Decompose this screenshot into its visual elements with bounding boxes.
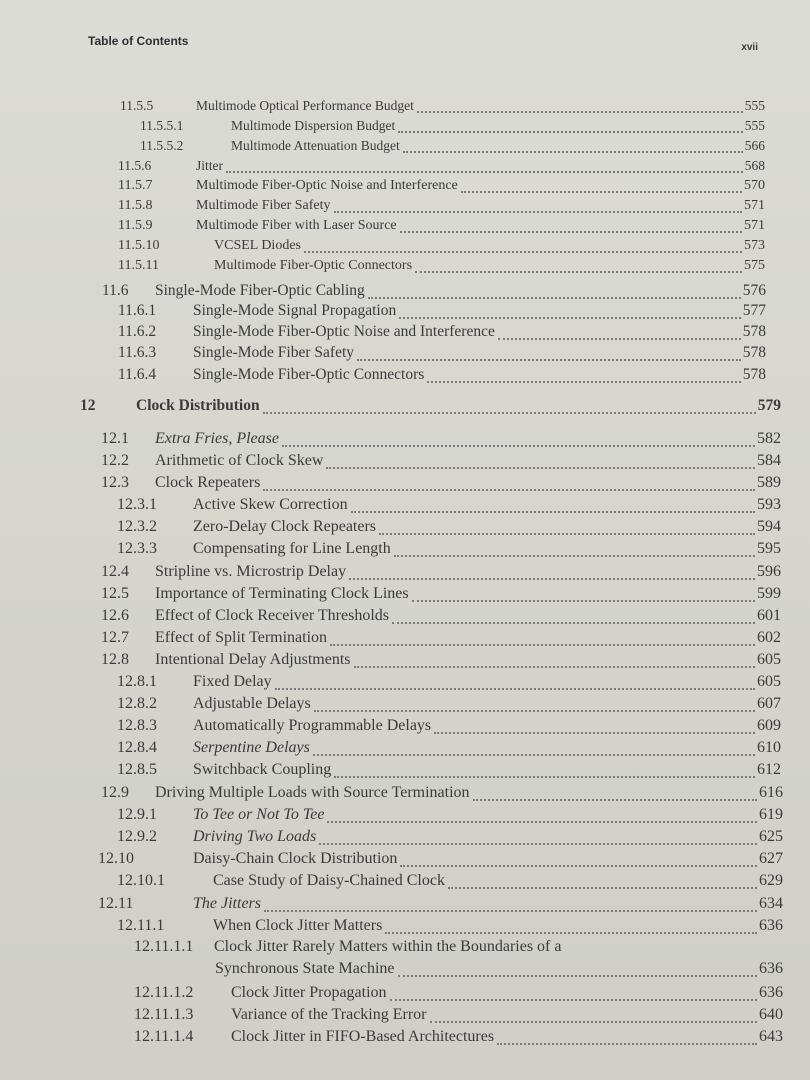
toc-entry	[0, 98, 810, 118]
dot-leader	[263, 397, 756, 414]
dot-leader	[394, 540, 755, 557]
dot-leader	[368, 282, 741, 299]
toc-entry	[0, 452, 810, 474]
section-title: Multimode Fiber with Laser Source	[196, 218, 397, 233]
page-ref: 577	[742, 302, 766, 319]
toc-entry	[0, 258, 810, 278]
page-number: xvii	[741, 42, 758, 53]
dot-leader	[326, 452, 755, 469]
section-title: Stripline vs. Microstrip Delay	[155, 563, 347, 580]
page-ref: 627	[759, 850, 783, 867]
toc-entry	[0, 563, 810, 585]
section-title: The Jitters	[193, 895, 261, 912]
page-ref: 634	[759, 895, 783, 912]
section-number: 12.9	[101, 784, 129, 801]
dot-leader	[264, 895, 757, 912]
section-title: Driving Multiple Loads with Source Termination	[155, 784, 470, 801]
dot-leader	[403, 138, 743, 153]
toc-entry	[0, 366, 810, 388]
toc-entry	[0, 828, 810, 850]
dot-leader	[379, 518, 755, 535]
section-title: Single-Mode Fiber-Optic Connectors	[193, 366, 425, 383]
section-title: Adjustable Delays	[193, 695, 311, 712]
section-title: Extra Fries, Please	[155, 430, 279, 447]
section-number: 12.2	[101, 452, 129, 469]
section-number: 11.5.6	[118, 158, 152, 173]
section-title: Multimode Fiber-Optic Connectors	[214, 258, 413, 273]
section-number: 12.6	[101, 607, 129, 624]
section-number: 12.11	[98, 895, 134, 912]
toc-entry	[0, 496, 810, 518]
page-ref: 584	[757, 452, 781, 469]
section-number: 11.5.8	[118, 198, 153, 213]
page-ref: 619	[759, 806, 783, 823]
page-ref: 582	[757, 430, 781, 447]
toc-entry	[0, 474, 810, 496]
dot-leader	[263, 474, 755, 491]
page-ref: 593	[757, 496, 781, 513]
toc-entry	[0, 984, 810, 1006]
section-title: Single-Mode Fiber Safety	[193, 344, 355, 361]
page-ref: 605	[757, 673, 781, 690]
toc-entry	[0, 850, 810, 872]
page-ref: 595	[757, 540, 781, 557]
dot-leader	[349, 563, 755, 580]
section-title: Fixed Delay	[193, 673, 272, 690]
toc-entry	[0, 651, 810, 673]
section-number: 11.5.9	[118, 218, 153, 233]
section-number: 12.11.1.2	[134, 984, 194, 1001]
section-title: Single-Mode Signal Propagation	[193, 302, 397, 319]
dot-leader	[314, 695, 755, 712]
dot-leader	[417, 98, 743, 113]
dot-leader	[313, 739, 755, 756]
dot-leader	[327, 806, 757, 823]
toc-entry	[0, 198, 810, 218]
section-number: 12.1	[101, 430, 129, 447]
section-number: 12.8.1	[117, 673, 157, 690]
section-title: Automatically Programmable Delays	[193, 717, 432, 734]
section-number: 12.4	[101, 563, 129, 580]
dot-leader	[473, 784, 757, 801]
section-title: Case Study of Daisy-Chained Clock	[213, 872, 445, 889]
dot-leader	[461, 178, 742, 193]
section-number: 11.6.3	[118, 344, 157, 361]
section-title: Multimode Optical Performance Budget	[196, 98, 414, 113]
page-ref: 579	[757, 397, 781, 414]
toc-entry	[0, 323, 810, 345]
section-number: 12.3.2	[117, 518, 157, 535]
toc-entry	[0, 806, 810, 828]
dot-leader	[330, 629, 755, 646]
page-ref: 575	[744, 258, 765, 273]
section-title: Driving Two Loads	[193, 828, 317, 845]
section-title: When Clock Jitter Matters	[213, 917, 383, 934]
page-ref: 578	[742, 323, 766, 340]
section-title: Clock Jitter in FIFO-Based Architectures	[231, 1028, 495, 1045]
toc-entry	[0, 397, 810, 419]
page-ref: 570	[744, 178, 765, 193]
page-ref: 578	[742, 366, 766, 383]
page-ref: 571	[744, 198, 765, 213]
section-title: Clock Jitter Propagation	[231, 984, 387, 1001]
section-title: Importance of Terminating Clock Lines	[155, 585, 409, 602]
page-ref: 555	[744, 118, 765, 133]
section-number: 11.6.1	[118, 302, 157, 319]
page-ref: 625	[759, 828, 783, 845]
dot-leader	[319, 828, 757, 845]
dot-leader	[354, 651, 755, 668]
toc-entry	[0, 585, 810, 607]
section-title: Daisy-Chain Clock Distribution	[193, 850, 398, 867]
dot-leader	[385, 917, 757, 934]
section-number: 11.5.5	[120, 98, 154, 113]
page-ref: 605	[757, 651, 781, 668]
page-ref: 566	[744, 138, 765, 153]
dot-leader	[498, 323, 741, 340]
section-number: 12.11.1.3	[134, 1006, 194, 1023]
toc-entry	[0, 178, 810, 198]
section-title: Synchronous State Machine	[215, 960, 395, 977]
toc-entry	[0, 518, 810, 540]
dot-leader	[390, 984, 757, 1001]
section-title: Multimode Fiber Safety	[196, 198, 331, 213]
page-ref: 609	[757, 717, 781, 734]
section-number: 12.5	[101, 585, 129, 602]
page-ref: 571	[744, 218, 765, 233]
section-number: 12.3.1	[117, 496, 157, 513]
toc-entry	[0, 938, 810, 960]
section-number: 11.6.2	[118, 323, 157, 340]
toc-entry	[0, 540, 810, 562]
toc-entry	[0, 282, 810, 304]
section-number: 12.11.1.1	[134, 938, 194, 955]
toc-entry	[0, 739, 810, 761]
page-ref: 596	[757, 563, 781, 580]
section-number: 12.10	[98, 850, 134, 867]
toc-entry	[0, 158, 810, 178]
dot-leader	[497, 1028, 757, 1045]
toc-entry	[0, 238, 810, 258]
section-title: Clock Jitter Rarely Matters within the Boundaries of a	[214, 938, 562, 955]
section-number: 12	[80, 397, 96, 414]
section-title: Multimode Fiber-Optic Noise and Interference	[196, 178, 458, 193]
section-title: Single-Mode Fiber-Optic Noise and Interference	[193, 323, 495, 340]
dot-leader	[398, 118, 743, 133]
section-number: 11.5.5.1	[140, 118, 184, 133]
section-title: Single-Mode Fiber-Optic Cabling	[155, 282, 365, 299]
section-title: To Tee or Not To Tee	[193, 806, 325, 823]
toc-entry	[0, 960, 810, 982]
toc-entry	[0, 1006, 810, 1028]
page-ref: 602	[757, 629, 781, 646]
page-ref: 589	[757, 474, 781, 491]
section-title: Multimode Dispersion Budget	[231, 118, 396, 133]
dot-leader	[412, 585, 755, 602]
page-ref: 636	[759, 917, 783, 934]
dot-leader	[334, 761, 755, 778]
dot-leader	[400, 850, 757, 867]
section-number: 12.11.1.4	[134, 1028, 194, 1045]
dot-leader	[430, 1006, 758, 1023]
section-title: Variance of the Tracking Error	[231, 1006, 427, 1023]
toc-entry	[0, 895, 810, 917]
dot-leader	[357, 344, 741, 361]
section-number: 11.6.4	[118, 366, 157, 383]
page-ref: 601	[757, 607, 781, 624]
toc-entry	[0, 607, 810, 629]
section-title: Serpentine Delays	[193, 739, 310, 756]
section-title: Active Skew Correction	[193, 496, 348, 513]
page-ref: 578	[742, 344, 766, 361]
toc-entry	[0, 430, 810, 452]
section-number: 12.8.4	[117, 739, 157, 756]
page-ref: 599	[757, 585, 781, 602]
toc-entry	[0, 917, 810, 939]
section-title: Clock Distribution	[136, 397, 260, 414]
section-title: Compensating for Line Length	[193, 540, 391, 557]
section-number: 11.6	[102, 282, 129, 299]
dot-leader	[392, 607, 755, 624]
section-number: 12.8.5	[117, 761, 157, 778]
page-ref: 612	[757, 761, 781, 778]
section-number: 11.5.10	[118, 238, 160, 253]
section-number: 11.5.7	[118, 178, 153, 193]
toc-entry	[0, 717, 810, 739]
page-ref: 629	[759, 872, 783, 889]
dot-leader	[334, 198, 742, 213]
toc-entry	[0, 1028, 810, 1050]
toc-entry	[0, 784, 810, 806]
toc-entry	[0, 218, 810, 238]
dot-leader	[427, 366, 740, 383]
section-number: 11.5.11	[118, 258, 159, 273]
dot-leader	[282, 430, 755, 447]
section-number: 12.9.2	[117, 828, 157, 845]
page-ref: 573	[744, 238, 765, 253]
section-number: 12.8.2	[117, 695, 157, 712]
section-title: Effect of Split Termination	[155, 629, 328, 646]
section-title: Switchback Coupling	[193, 761, 332, 778]
toc-entry	[0, 761, 810, 783]
dot-leader	[434, 717, 755, 734]
dot-leader	[448, 872, 757, 889]
page-ref: 636	[759, 960, 783, 977]
section-title: Clock Repeaters	[155, 474, 261, 491]
page-ref: 594	[757, 518, 781, 535]
dot-leader	[398, 960, 757, 977]
toc-entry	[0, 344, 810, 366]
section-title: Intentional Delay Adjustments	[155, 651, 351, 668]
page-ref: 607	[757, 695, 781, 712]
section-title: Multimode Attenuation Budget	[231, 138, 400, 153]
page-ref: 610	[757, 739, 781, 756]
toc-entry	[0, 673, 810, 695]
section-title: Zero-Delay Clock Repeaters	[193, 518, 377, 535]
dot-leader	[399, 302, 741, 319]
dot-leader	[351, 496, 755, 513]
toc-entry	[0, 138, 810, 158]
dot-leader	[415, 258, 742, 273]
page-ref: 555	[744, 98, 765, 113]
page-ref: 568	[744, 158, 765, 173]
dot-leader	[226, 158, 743, 173]
dot-leader	[275, 673, 755, 690]
section-number: 11.5.5.2	[140, 138, 184, 153]
toc-entry	[0, 872, 810, 894]
section-number: 12.9.1	[117, 806, 157, 823]
page-ref: 616	[759, 784, 783, 801]
page-ref: 636	[759, 984, 783, 1001]
dot-leader	[400, 218, 742, 233]
toc-entry	[0, 118, 810, 138]
section-title: Jitter	[196, 158, 223, 173]
section-number: 12.8	[101, 651, 129, 668]
page-ref: 576	[742, 282, 766, 299]
section-number: 12.8.3	[117, 717, 157, 734]
section-number: 12.7	[101, 629, 129, 646]
dot-leader	[304, 238, 742, 253]
toc-entry	[0, 629, 810, 651]
section-number: 12.3	[101, 474, 129, 491]
toc-entry	[0, 695, 810, 717]
section-number: 12.11.1	[117, 917, 165, 934]
section-title: Effect of Clock Receiver Thresholds	[155, 607, 389, 624]
page-ref: 643	[759, 1028, 783, 1045]
section-number: 12.3.3	[117, 540, 157, 557]
running-head: Table of Contents	[88, 34, 189, 48]
section-number: 12.10.1	[117, 872, 165, 889]
page-ref: 640	[759, 1006, 783, 1023]
section-title: VCSEL Diodes	[214, 238, 301, 253]
section-title: Arithmetic of Clock Skew	[155, 452, 324, 469]
toc-entry	[0, 302, 810, 324]
